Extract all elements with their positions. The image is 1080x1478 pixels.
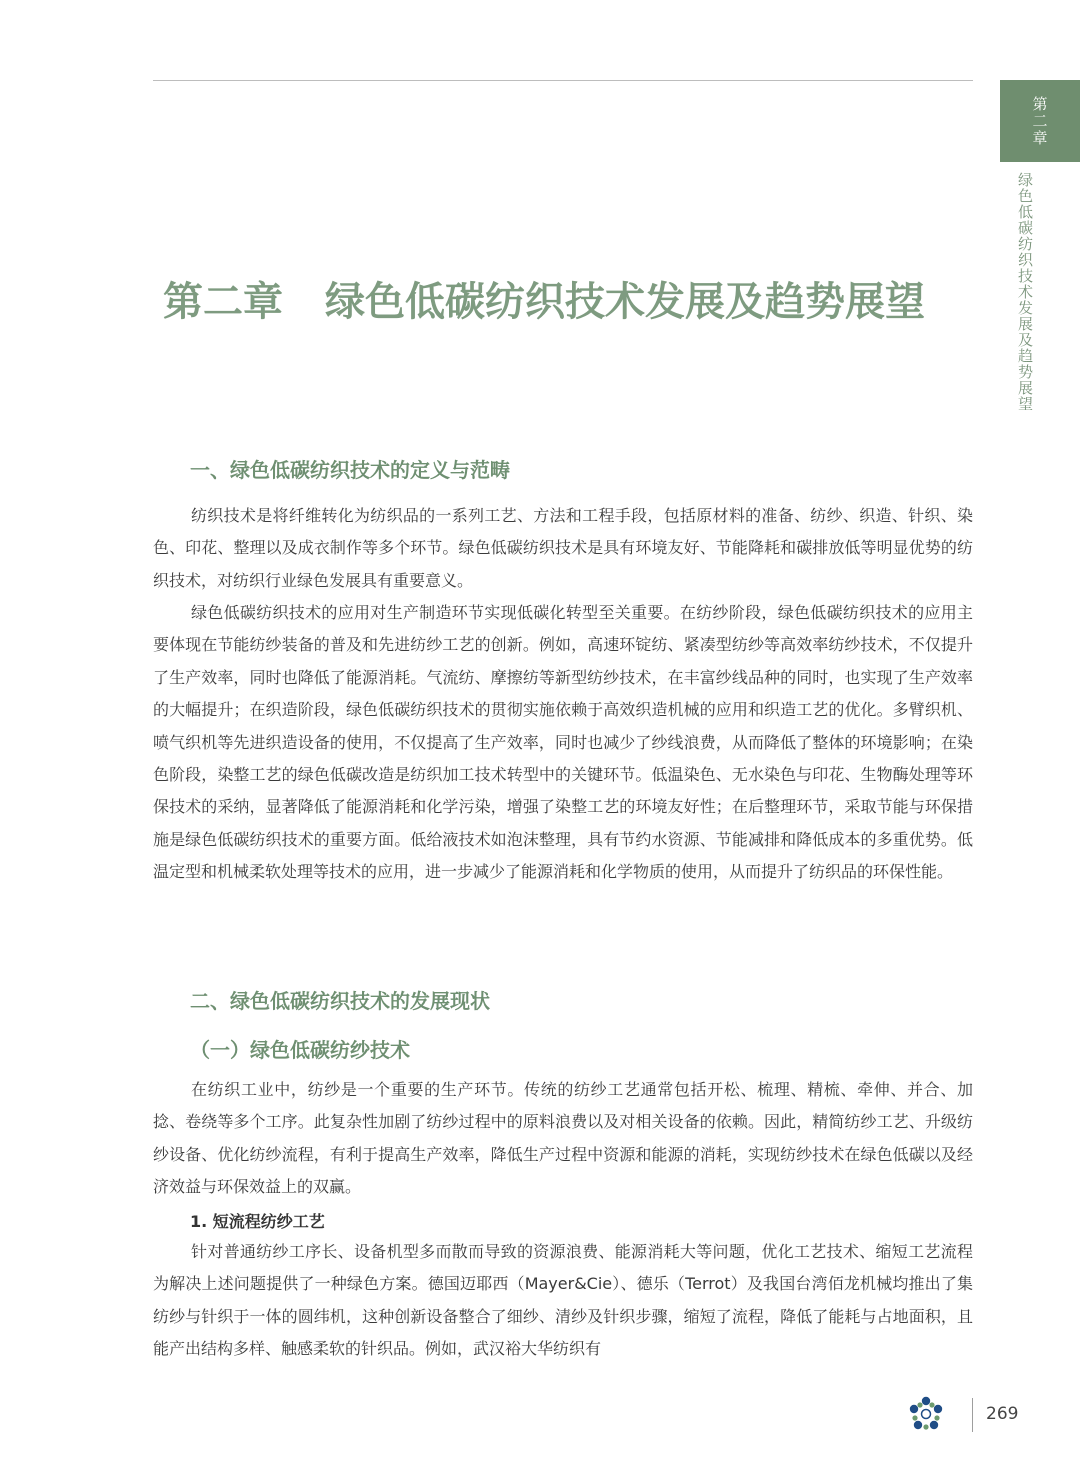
paragraph-application: 绿色低碳纺织技术的应用对生产制造环节实现低碳化转型至关重要。在纺纱阶段，绿色低碳纺织技术的应用主要体现在节能纺纱装备的普及和先进纺纱工艺的创新。例如，高速环锭纺、紧凑型纺纱等高效率纺纱技术，不仅提升了生产效率，同时也降低了能源消耗。气流纺、摩擦纺等新型纺纱技术，在丰富纱线品种的同时，也实现了生产效率的大幅提升；在织造阶段，绿色低碳纺织技术的贯彻实施依赖于高效织造机械的应用和织造工艺的优化。多臂织机、喷气织机等先进织造设备的使用，不仅提高了生产效率，同时也减少了纱线浪费，从而降低了整体的环境影响；在染色阶段，染整工艺的绿色低碳改造是纺织加工技术转型中的关键环节。低温染色、无水染色与印花、生物酶处理等环保技术的采纳，显著降低了能源消耗和化学污染，增强了染整工艺的环境友好性；在后整理环节，采取节能与环保措施是绿色低碳纺织技术的重要方面。低给液技术如泡沫整理，具有节约水资源、节能减排和降低成本的多重优势。低温定型和机械柔软处理等技术的应用，进一步减少了能源消耗和化学物质的使用，从而提升了纺织品的环保性能。: [153, 603, 973, 882]
footer-divider: [972, 1398, 973, 1432]
page-number: 269: [986, 1404, 1019, 1424]
chapter-number: 第二章: [163, 279, 283, 325]
paragraph-definition: 纺织技术是将纤维转化为纺织品的一系列工艺、方法和工程手段，包括原材料的准备、纺纱、织造、针织、染色、印花、整理以及成衣制作等多个环节。绿色低碳纺织技术是具有环境友好、节能降耗和碳排放低等明显优势的纺织技术，对纺织行业绿色发展具有重要意义。: [153, 506, 973, 590]
paragraph-spinning: 在纺织工业中，纺纱是一个重要的生产环节。传统的纺纱工艺通常包括开松、梳理、精梳、牵伸、并合、加捻、卷绕等多个工序。此复杂性加剧了纺纱过程中的原料浪费以及对相关设备的依赖。因此，精简纺纱工艺、升级纺纱设备、优化纺纱流程，有利于提高生产效率，降低生产过程中资源和能源的消耗，实现纺纱技术在绿色低碳以及经济效益与环保效益上的双赢。: [153, 1080, 973, 1197]
side-tab-chapter: 第二章: [1030, 95, 1049, 147]
section-heading-1: 一、绿色低碳纺织技术的定义与范畴: [190, 458, 510, 482]
publisher-logo-icon: [906, 1394, 946, 1434]
side-running-title: 绿色低碳纺织技术发展及趋势展望: [1016, 172, 1034, 412]
item-heading-short-process: 1. 短流程纺纱工艺: [190, 1212, 325, 1231]
chapter-title-text: 绿色低碳纺织技术发展及趋势展望: [325, 279, 925, 325]
chapter-side-tab: [1000, 80, 1080, 162]
paragraph-short-process: 针对普通纺纱工序长、设备机型多而散而导致的资源浪费、能源消耗大等问题，优化工艺技术、缩短工艺流程为解决上述问题提供了一种绿色方案。德国迈耶西（Mayer&Cie）、德乐（Terrot）及我国台湾佰龙机械均推出了集纺纱与针织于一体的圆纬机，这种创新设备整合了细纱、清纱及针织步骤，缩短了流程，降低了能耗与占地面积，且能产出结构多样、触感柔软的针织品。例如，武汉裕大华纺织有: [153, 1242, 973, 1359]
subsection-heading: （一）绿色低碳纺纱技术: [190, 1038, 410, 1062]
header-rule: [153, 80, 973, 81]
chapter-title: [163, 270, 925, 327]
section-heading-2: 二、绿色低碳纺织技术的发展现状: [190, 989, 490, 1013]
